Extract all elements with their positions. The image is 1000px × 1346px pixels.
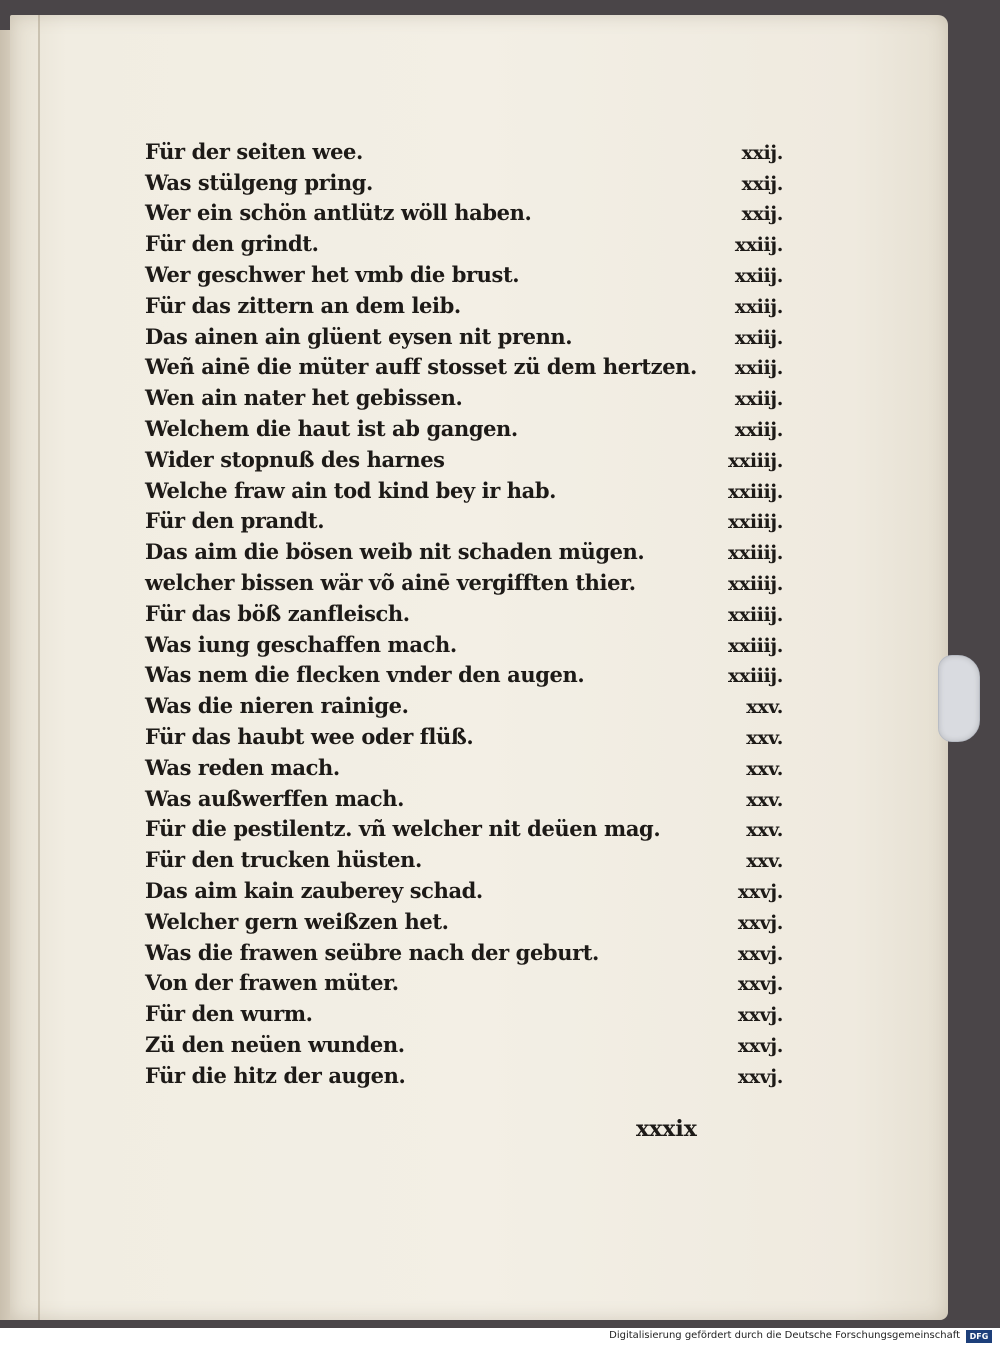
entry-text: Für die pestilentz. vñ welcher nit deüen mag. (145, 816, 661, 842)
entry-page-number: xxv. (746, 696, 783, 719)
index-entry (145, 503, 805, 534)
entry-text: Was iung geschaffen mach. (145, 631, 457, 657)
index-entry (145, 1026, 805, 1057)
entry-page-number: xxv. (746, 788, 783, 811)
index-entry (145, 687, 805, 718)
index-entry (145, 164, 805, 195)
entry-text: Wer ein schön antlütz wöll haben. (145, 200, 532, 226)
entry-text: Wider stopnuß des harnes (145, 446, 445, 472)
entry-page-number: xxiij. (734, 295, 783, 318)
entry-text: Wer geschwer het vmb die brust. (145, 261, 520, 287)
page-signature: xxxix (636, 1116, 697, 1142)
index-list (145, 133, 805, 1088)
entry-text: Für das zittern an dem leib. (145, 292, 461, 318)
index-entry (145, 1057, 805, 1088)
entry-page-number: xxiij. (734, 357, 783, 380)
entry-text: Weñ ainē die müter auff stosset zü dem hertzen. (145, 354, 697, 380)
index-entry (145, 472, 805, 503)
entry-text: Für den wurm. (145, 1001, 313, 1027)
entry-text: Was nem die flecken vnder den augen. (145, 662, 585, 688)
entry-page-number: xxvj. (737, 973, 783, 996)
index-entry (145, 564, 805, 595)
entry-page-number: xxiiij. (728, 480, 783, 503)
dfg-logo-icon: DFG (966, 1330, 992, 1343)
index-entry (145, 441, 805, 472)
entry-page-number: xxv. (746, 850, 783, 873)
index-entry (145, 133, 805, 164)
entry-page-number: xxv. (746, 819, 783, 842)
index-entry (145, 780, 805, 811)
entry-page-number: xxiij. (734, 264, 783, 287)
entry-text: Für der seiten wee. (145, 138, 363, 164)
entry-page-number: xxiiij. (728, 542, 783, 565)
entry-text: Zü den neüen wunden. (145, 1031, 405, 1057)
entry-text: Welchem die haut ist ab gangen. (145, 415, 518, 441)
index-entry (145, 349, 805, 380)
entry-text: Was stülgeng pring. (145, 169, 373, 195)
index-entry (145, 811, 805, 842)
entry-page-number: xxiij. (734, 234, 783, 257)
entry-page-number: xxiiij. (728, 511, 783, 534)
entry-text: Was reden mach. (145, 754, 340, 780)
index-entry (145, 318, 805, 349)
entry-page-number: xxij. (741, 172, 783, 195)
entry-text: Für das haubt wee oder flüß. (145, 723, 474, 749)
entry-page-number: xxiiij. (728, 572, 783, 595)
index-entry (145, 841, 805, 872)
index-entry (145, 965, 805, 996)
entry-page-number: xxiiij. (728, 449, 783, 472)
entry-page-number: xxvj. (737, 1004, 783, 1027)
index-entry (145, 595, 805, 626)
funding-credit: Digitalisierung gefördert durch die Deutsche Forschungsgemeinschaft (609, 1330, 960, 1341)
entry-text: Wen ain nater het gebissen. (145, 385, 463, 411)
entry-page-number: xxiiij. (728, 603, 783, 626)
entry-page-number: xxvj. (737, 942, 783, 965)
entry-page-number: xxiij. (734, 326, 783, 349)
entry-text: Was außwerffen mach. (145, 785, 405, 811)
entry-page-number: xxvj. (737, 880, 783, 903)
entry-page-number: xxij. (741, 203, 783, 226)
entry-text: Was die frawen seübre nach der geburt. (145, 939, 599, 965)
entry-text: Das aim kain zauberey schad. (145, 877, 483, 903)
index-entry (145, 195, 805, 226)
entry-text: Für die hitz der augen. (145, 1062, 406, 1088)
index-entry (145, 995, 805, 1026)
index-entry (145, 657, 805, 688)
entry-text: Für den prandt. (145, 508, 325, 534)
index-entry (145, 379, 805, 410)
page-fold (38, 15, 40, 1320)
index-entry (145, 225, 805, 256)
entry-page-number: xxvj. (737, 1065, 783, 1088)
entry-text: Was die nieren rainige. (145, 693, 409, 719)
entry-text: Für den grindt. (145, 231, 319, 257)
entry-page-number: xxv. (746, 757, 783, 780)
index-entry (145, 872, 805, 903)
index-entry (145, 749, 805, 780)
entry-page-number: xxiiij. (728, 665, 783, 688)
page-clip (938, 655, 980, 742)
index-entry (145, 533, 805, 564)
entry-text: Für den trucken hüsten. (145, 847, 422, 873)
footer-bar (0, 1328, 1000, 1346)
entry-text: Welcher gern weißzen het. (145, 908, 449, 934)
entry-page-number: xxvj. (737, 1034, 783, 1057)
index-entry (145, 934, 805, 965)
entry-text: Das aim die bösen weib nit schaden mügen. (145, 539, 645, 565)
index-entry (145, 903, 805, 934)
index-entry (145, 718, 805, 749)
index-entry (145, 410, 805, 441)
entry-page-number: xxvj. (737, 911, 783, 934)
entry-page-number: xxiiij. (728, 634, 783, 657)
entry-text: welcher bissen wär võ ainē vergifften thier. (145, 569, 636, 595)
entry-text: Das ainen ain glüent eysen nit prenn. (145, 323, 573, 349)
entry-page-number: xxiij. (734, 418, 783, 441)
index-entry (145, 287, 805, 318)
entry-page-number: xxij. (741, 141, 783, 164)
entry-text: Welche fraw ain tod kind bey ir hab. (145, 477, 557, 503)
index-entry (145, 626, 805, 657)
entry-text: Für das böß zanfleisch. (145, 600, 410, 626)
entry-page-number: xxv. (746, 726, 783, 749)
entry-text: Von der frawen müter. (145, 970, 399, 996)
index-entry (145, 256, 805, 287)
entry-page-number: xxiij. (734, 388, 783, 411)
